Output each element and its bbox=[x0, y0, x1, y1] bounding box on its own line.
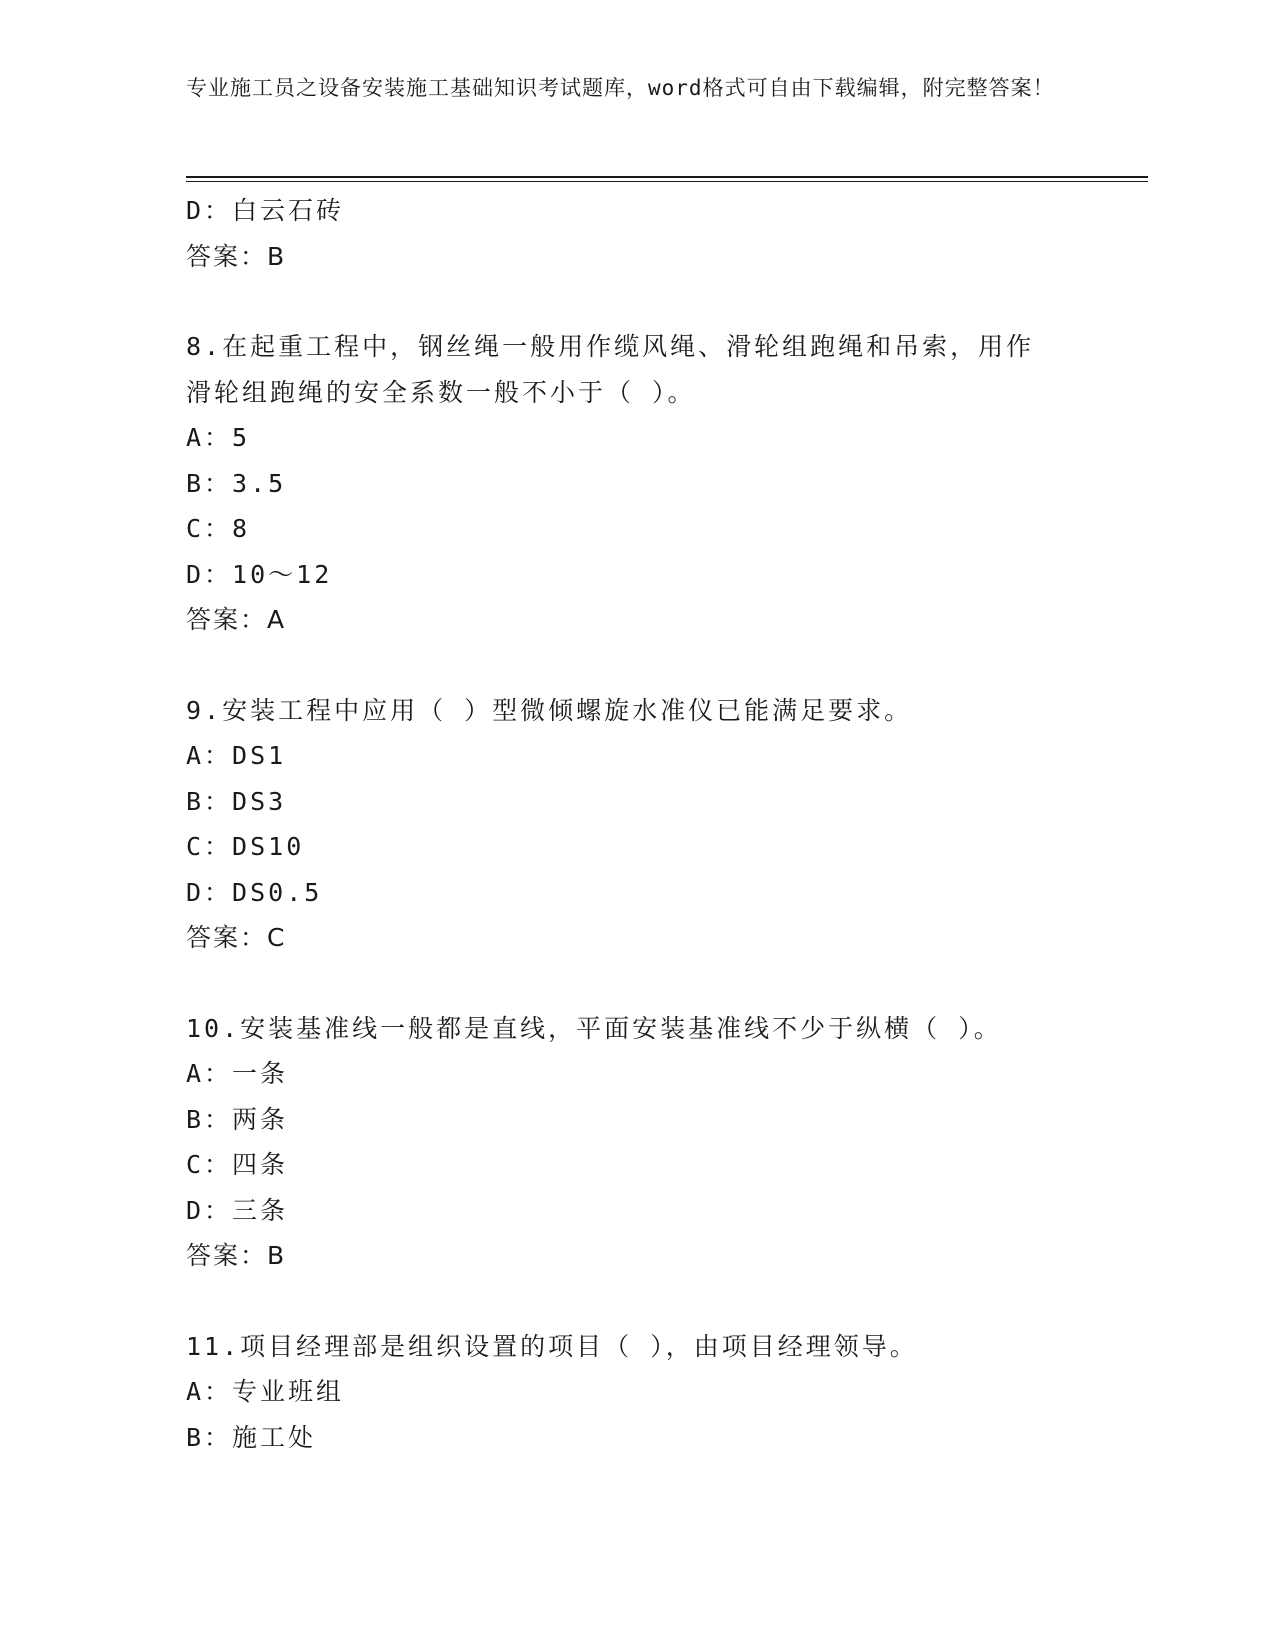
question-8 bbox=[186, 324, 1086, 643]
question-text: 11.项目经理部是组织设置的项目（ ），由项目经理领导。 bbox=[186, 1331, 918, 1361]
option-d: D：白云石砖 bbox=[186, 196, 345, 225]
option-d: D：三条 bbox=[186, 1195, 289, 1225]
question-text-line-2: 滑轮组跑绳的安全系数一般不小于（ ）。 bbox=[186, 377, 696, 407]
option-a: A：DS1 bbox=[186, 741, 287, 770]
question-text: 9.安装工程中应用（ ）型微倾螺旋水准仪已能满足要求。 bbox=[186, 695, 913, 725]
answer: 答案：C bbox=[186, 923, 287, 952]
option-c: C：四条 bbox=[186, 1150, 289, 1179]
option-a: A：5 bbox=[186, 423, 251, 452]
header-divider-thick bbox=[186, 176, 1148, 178]
answer: 答案：B bbox=[186, 1241, 287, 1270]
answer: 答案：B bbox=[186, 241, 287, 271]
answer: 答案：A bbox=[186, 605, 287, 634]
option-d: D：10～12 bbox=[186, 559, 333, 589]
question-text-line-1: 8.在起重工程中，钢丝绳一般用作缆风绳、滑轮组跑绳和吊索，用作 bbox=[186, 332, 1035, 361]
option-c: C：DS10 bbox=[186, 832, 305, 861]
option-d: D：DS0.5 bbox=[186, 877, 323, 907]
page-header: 专业施工员之设备安装施工基础知识考试题库，word格式可自由下载编辑，附完整答案！ bbox=[186, 76, 1055, 100]
option-a: A：一条 bbox=[186, 1059, 289, 1088]
option-a: A：专业班组 bbox=[186, 1377, 345, 1406]
question-11 bbox=[186, 1324, 1086, 1461]
option-b: B：两条 bbox=[186, 1104, 289, 1134]
question-text: 10.安装基准线一般都是直线，平面安装基准线不少于纵横（ ）。 bbox=[186, 1013, 1002, 1043]
option-b: B：DS3 bbox=[186, 786, 287, 816]
document-body bbox=[186, 188, 1086, 1460]
header-divider-thin bbox=[186, 181, 1148, 182]
option-b: B：施工处 bbox=[186, 1422, 317, 1452]
question-10 bbox=[186, 1006, 1086, 1279]
option-b: B：3.5 bbox=[186, 468, 287, 498]
option-c: C：8 bbox=[186, 514, 251, 543]
question-7-fragment bbox=[186, 188, 1086, 279]
question-9 bbox=[186, 688, 1086, 961]
